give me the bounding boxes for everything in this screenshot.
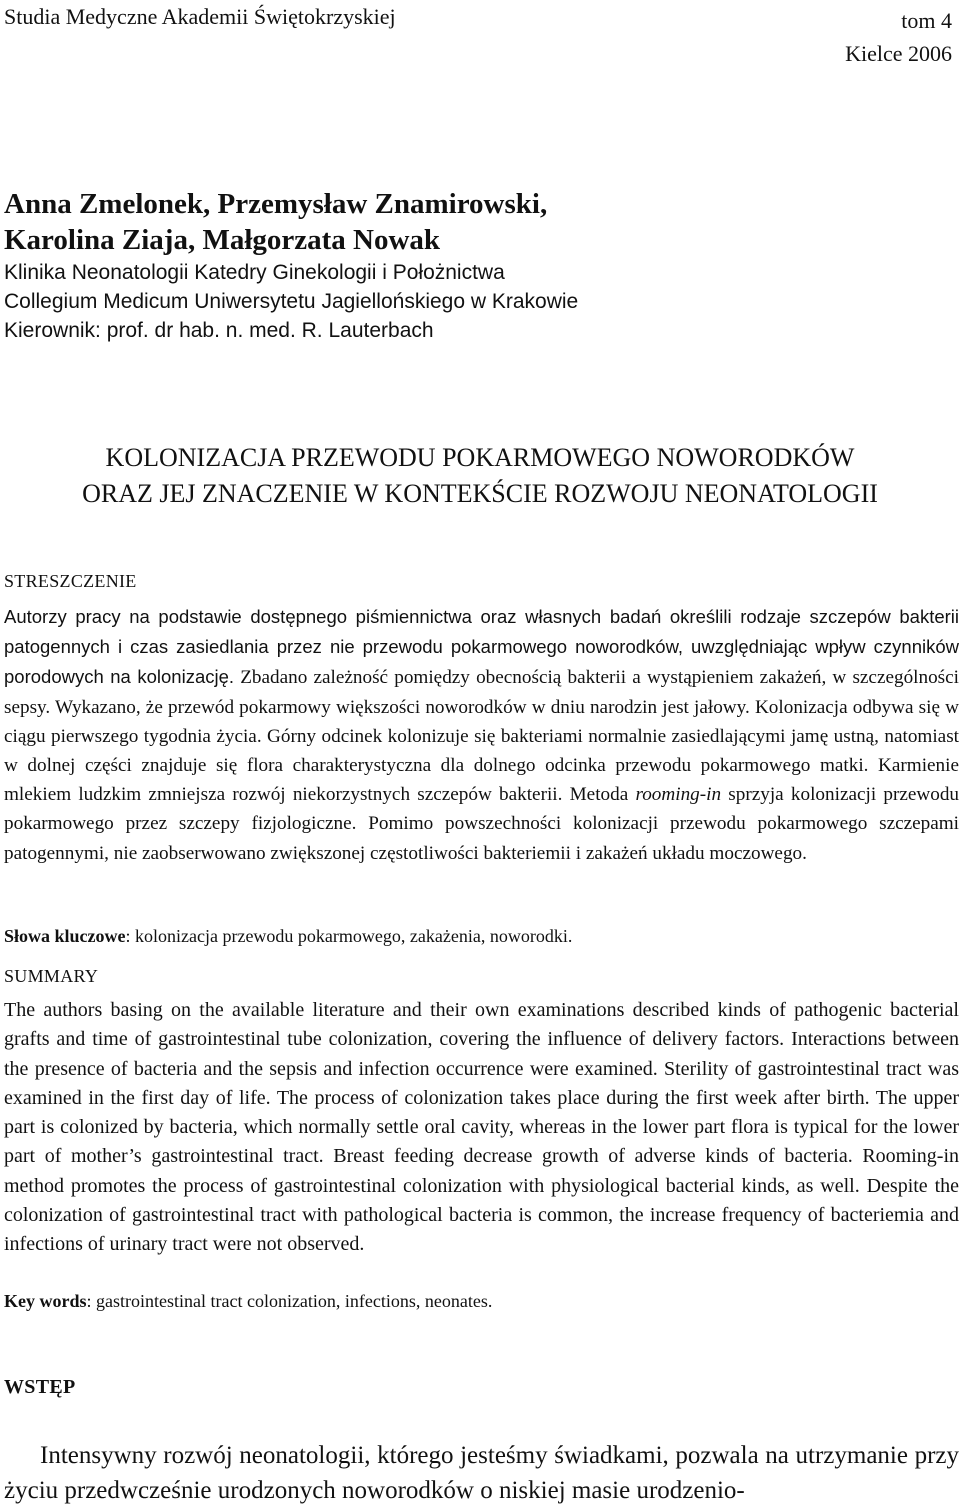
author-names-line-1: Anna Zmelonek, Przemysław Znamirowski, xyxy=(4,188,548,220)
department-head: Kierownik: prof. dr hab. n. med. R. Lauterbach xyxy=(4,319,434,342)
abstract-en-heading: SUMMARY xyxy=(4,966,99,986)
abstract-pl-italic-term: rooming-in xyxy=(635,784,722,806)
keywords-en-label: Key words xyxy=(4,1291,87,1311)
article-title-line-1: KOLONIZACJA PRZEWODU POKARMOWEGO NOWORODKÓW xyxy=(105,443,855,472)
abstract-pl-text-2: sprzyja kolonizacji przewodu pokarmowego przez szczepy fizjologiczne. Pomimo powszechności kolonizacji przewodu pokarmowego szczepami patogennymi, nie zaobserwowano zwiększonej częstotliwości bakteriemii i zakażeń układu moczowego. xyxy=(4,784,960,864)
abstract-en-body: The authors basing on the available literature and their own examinations described kinds of pathogenic bacterial grafts and time of gastrointestinal tube colonization, covering the influence of delivery factors. Interactions between the presence of bacteria and the sepsis and infection occurrence were examined. Sterility of gastrointestinal tract was examined in the first day of life. The process of colonization takes place during the first week after birth. The upper part is colonized by bacteria, which normally settle oral cavity, whereas in the lower part flora is typical for the lower part of mother’s gastrointestinal tract. Breast feeding decrease growth of adverse kinds of bacteria. Rooming-in method promotes the process of gastrointestinal colonization with physiological bacterial kinds, as well. Despite the colonization of gastrointestinal tract with pathological bacteria is common, the increase frequency of bacteriemia and infections of urinary tract were not observed. xyxy=(4,999,959,1256)
journal-name: Studia Medyczne Akademii Świętokrzyskiej xyxy=(4,4,396,29)
affiliation-line-1: Klinika Neonatologii Katedry Ginekologii i Położnictwa xyxy=(4,261,505,284)
affiliation-line-2: Collegium Medicum Uniwersytetu Jagiellońskiego w Krakowie xyxy=(4,290,579,313)
abstract-pl-text-1: Zbadano zależność pomiędzy obecnością bakterii a wystąpieniem zakażeń, w szczególności sepsy. Wykazano, że przewód pokarmowy większości noworodków w dniu narodzin jest jałowy. Kolonizacja odbywa się w ciągu pierwszego tygodnia życia. Górny odcinek kolonizuje się bakteriami normalnie zasiedlającymi jamę ustną, natomiast w dolnej części znajduje się flora charakterystyczna dla dolnego odcinka przewodu pokarmowego matki. Karmienie mlekiem ludzkim zmniejsza rozwój niekorzystnych szczepów bakterii. Metoda xyxy=(4,667,959,806)
keywords-pl xyxy=(4,926,572,947)
keywords-pl-label: Słowa kluczowe xyxy=(4,926,126,946)
article-title xyxy=(0,440,960,512)
volume-label: tom 4 xyxy=(901,8,952,33)
author-names-line-2: Karolina Ziaja, Małgorzata Nowak xyxy=(4,224,441,256)
keywords-en xyxy=(4,1291,492,1312)
introduction-body: Intensywny rozwój neonatologii, którego jesteśmy świadkami, pozwala na utrzymanie przy życiu przedwcześnie urodzonych noworodków o niskiej masie urodzenio- xyxy=(4,1442,959,1504)
place-year-label: Kielce 2006 xyxy=(845,41,952,66)
author-block xyxy=(4,186,944,345)
introduction-heading: WSTĘP xyxy=(4,1376,76,1398)
keywords-en-text: : gastrointestinal tract colonization, infections, neonates. xyxy=(86,1291,493,1311)
abstract-pl-heading: STRESZCZENIE xyxy=(4,571,137,591)
article-title-line-2: ORAZ JEJ ZNACZENIE W KONTEKŚCIE ROZWOJU NEONATOLOGII xyxy=(82,479,878,508)
abstract-pl-body xyxy=(4,602,959,868)
abstract-pl-lead: Autorzy pracy na podstawie dostępnego piśmiennictwa oraz własnych badań określili rodzaje szczepów bakterii patogennych i czas zasiedlania przez nie przewodu pokarmowego noworodków, uwzględniając wpływ czynników porodowych na kolonizację. xyxy=(4,606,959,688)
issue-info xyxy=(845,4,952,70)
keywords-pl-text: : kolonizacja przewodu pokarmowego, zakażenia, noworodki. xyxy=(125,926,573,946)
